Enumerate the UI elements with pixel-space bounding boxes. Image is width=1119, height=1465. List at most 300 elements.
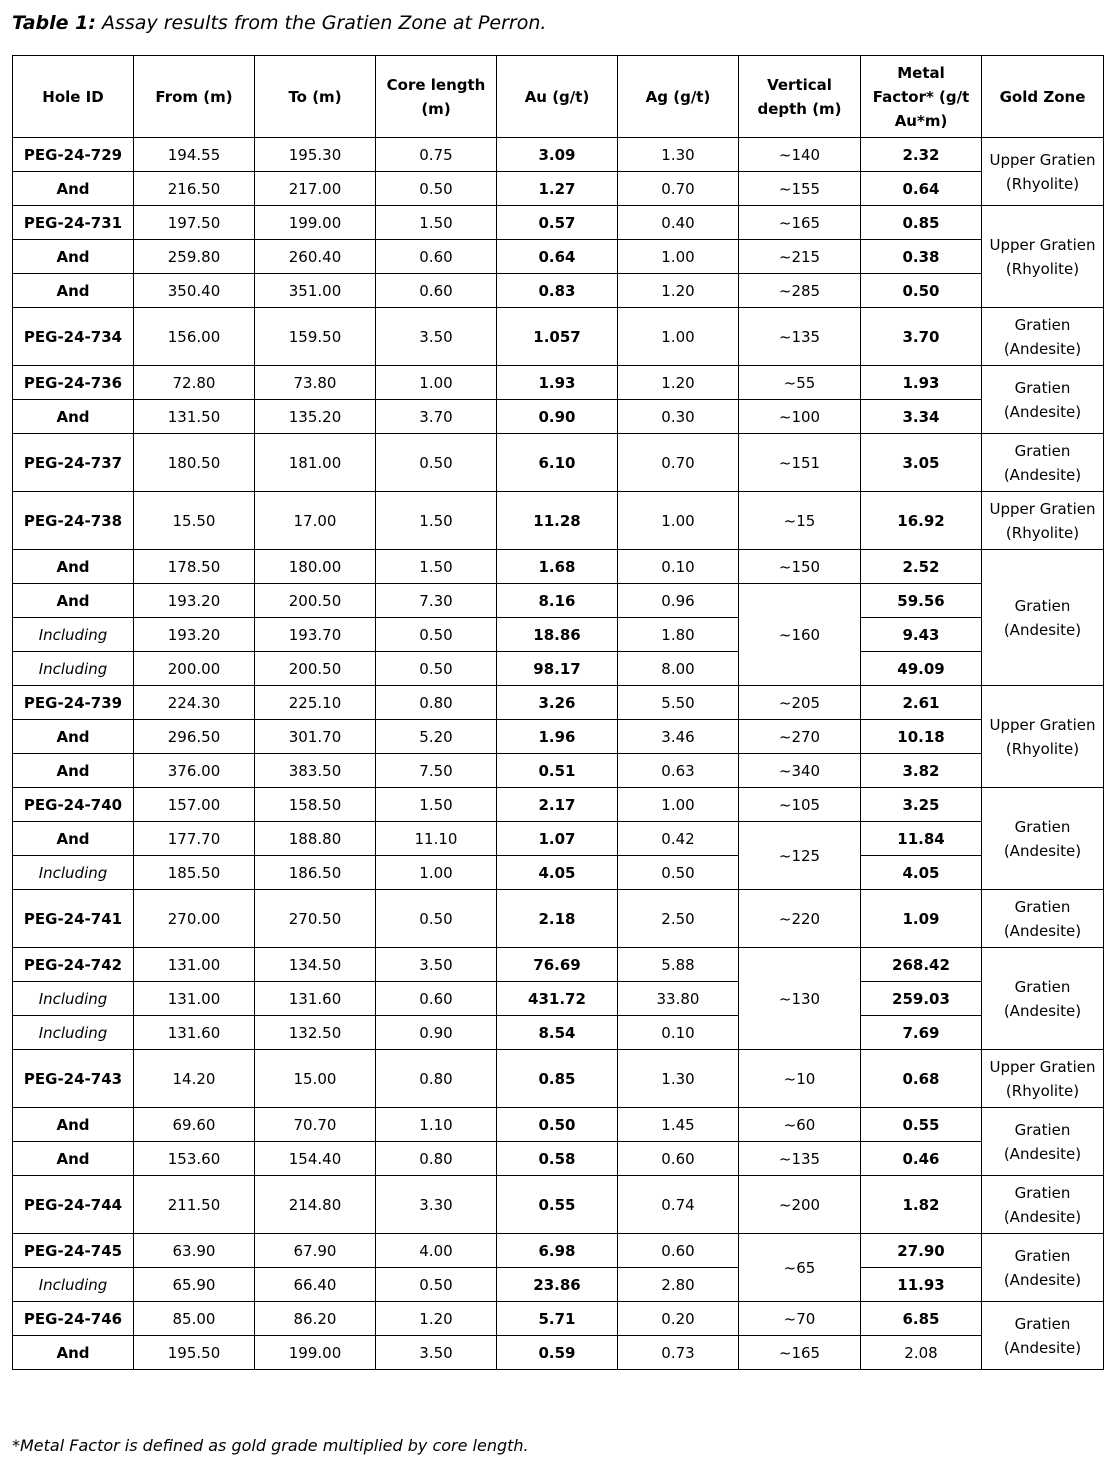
table-row — [13, 274, 1104, 308]
cell-to: 131.60 — [255, 982, 376, 1016]
cell-metal-factor: 0.64 — [861, 172, 982, 206]
cell-metal-factor: 268.42 — [861, 948, 982, 982]
cell-to: 154.40 — [255, 1142, 376, 1176]
table-row — [13, 788, 1104, 822]
header-au: Au (g/t) — [497, 56, 618, 138]
cell-au: 98.17 — [497, 652, 618, 686]
cell-to: 73.80 — [255, 366, 376, 400]
cell-to: 199.00 — [255, 1336, 376, 1370]
table-row — [13, 308, 1104, 366]
table-row — [13, 890, 1104, 948]
cell-to: 270.50 — [255, 890, 376, 948]
cell-to: 15.00 — [255, 1050, 376, 1108]
header-ag: Ag (g/t) — [618, 56, 739, 138]
cell-hole: PEG-24-741 — [13, 890, 134, 948]
cell-core: 1.50 — [376, 550, 497, 584]
cell-from: 131.00 — [134, 948, 255, 982]
table-row — [13, 856, 1104, 890]
cell-from: 153.60 — [134, 1142, 255, 1176]
cell-hole: PEG-24-736 — [13, 366, 134, 400]
cell-ag: 1.20 — [618, 366, 739, 400]
cell-depth: ~65 — [739, 1234, 861, 1302]
cell-au: 0.83 — [497, 274, 618, 308]
cell-hole: Including — [13, 618, 134, 652]
header-from: From (m) — [134, 56, 255, 138]
cell-from: 193.20 — [134, 584, 255, 618]
table-row — [13, 1302, 1104, 1336]
cell-au: 4.05 — [497, 856, 618, 890]
cell-ag: 0.10 — [618, 1016, 739, 1050]
cell-ag: 33.80 — [618, 982, 739, 1016]
footnote: *Metal Factor is defined as gold grade multiplied by core length. — [12, 1436, 529, 1455]
cell-ag: 1.20 — [618, 274, 739, 308]
cell-hole: And — [13, 240, 134, 274]
cell-depth: ~60 — [739, 1108, 861, 1142]
cell-metal-factor: 49.09 — [861, 652, 982, 686]
table-row — [13, 822, 1104, 856]
cell-core: 1.50 — [376, 206, 497, 240]
cell-ag: 1.00 — [618, 240, 739, 274]
cell-ag: 1.00 — [618, 308, 739, 366]
cell-zone: Gratien (Andesite) — [982, 1108, 1104, 1176]
cell-au: 1.057 — [497, 308, 618, 366]
cell-core: 1.50 — [376, 492, 497, 550]
cell-hole: PEG-24-742 — [13, 948, 134, 982]
cell-hole: PEG-24-739 — [13, 686, 134, 720]
header-to: To (m) — [255, 56, 376, 138]
cell-ag: 0.20 — [618, 1302, 739, 1336]
cell-to: 200.50 — [255, 584, 376, 618]
cell-to: 186.50 — [255, 856, 376, 890]
cell-metal-factor: 3.05 — [861, 434, 982, 492]
cell-from: 180.50 — [134, 434, 255, 492]
cell-ag: 1.00 — [618, 788, 739, 822]
cell-from: 376.00 — [134, 754, 255, 788]
cell-ag: 5.50 — [618, 686, 739, 720]
table-row — [13, 720, 1104, 754]
cell-au: 0.90 — [497, 400, 618, 434]
cell-metal-factor: 0.38 — [861, 240, 982, 274]
cell-core: 3.50 — [376, 1336, 497, 1370]
cell-core: 0.90 — [376, 1016, 497, 1050]
cell-to: 70.70 — [255, 1108, 376, 1142]
cell-hole: Including — [13, 1016, 134, 1050]
cell-metal-factor: 1.93 — [861, 366, 982, 400]
header-metal-factor: Metal Factor* (g/t Au*m) — [861, 56, 982, 138]
cell-metal-factor: 2.61 — [861, 686, 982, 720]
cell-to: 134.50 — [255, 948, 376, 982]
cell-au: 1.07 — [497, 822, 618, 856]
cell-core: 3.50 — [376, 308, 497, 366]
header-gold-zone: Gold Zone — [982, 56, 1104, 138]
cell-core: 3.50 — [376, 948, 497, 982]
cell-core: 7.50 — [376, 754, 497, 788]
cell-hole: PEG-24-740 — [13, 788, 134, 822]
cell-zone: Gratien (Andesite) — [982, 434, 1104, 492]
cell-core: 1.00 — [376, 366, 497, 400]
cell-au: 23.86 — [497, 1268, 618, 1302]
cell-au: 1.68 — [497, 550, 618, 584]
cell-au: 0.59 — [497, 1336, 618, 1370]
table-row — [13, 206, 1104, 240]
cell-ag: 0.50 — [618, 856, 739, 890]
cell-zone: Gratien (Andesite) — [982, 1302, 1104, 1370]
cell-ag: 1.80 — [618, 618, 739, 652]
cell-from: 69.60 — [134, 1108, 255, 1142]
cell-metal-factor: 0.85 — [861, 206, 982, 240]
cell-ag: 2.80 — [618, 1268, 739, 1302]
cell-core: 7.30 — [376, 584, 497, 618]
cell-ag: 0.10 — [618, 550, 739, 584]
cell-core: 1.20 — [376, 1302, 497, 1336]
cell-depth: ~160 — [739, 584, 861, 686]
cell-hole: Including — [13, 1268, 134, 1302]
cell-core: 0.50 — [376, 172, 497, 206]
cell-to: 180.00 — [255, 550, 376, 584]
cell-au: 8.54 — [497, 1016, 618, 1050]
cell-from: 193.20 — [134, 618, 255, 652]
table-row — [13, 652, 1104, 686]
cell-from: 131.60 — [134, 1016, 255, 1050]
cell-hole: PEG-24-731 — [13, 206, 134, 240]
cell-ag: 1.45 — [618, 1108, 739, 1142]
cell-ag: 0.70 — [618, 172, 739, 206]
cell-core: 0.80 — [376, 1050, 497, 1108]
cell-core: 0.50 — [376, 652, 497, 686]
cell-to: 217.00 — [255, 172, 376, 206]
cell-hole: PEG-24-729 — [13, 138, 134, 172]
cell-core: 11.10 — [376, 822, 497, 856]
cell-depth: ~55 — [739, 366, 861, 400]
cell-core: 0.50 — [376, 890, 497, 948]
cell-core: 0.60 — [376, 982, 497, 1016]
cell-zone: Gratien (Andesite) — [982, 890, 1104, 948]
cell-metal-factor: 3.34 — [861, 400, 982, 434]
cell-from: 200.00 — [134, 652, 255, 686]
cell-au: 6.98 — [497, 1234, 618, 1268]
cell-hole: And — [13, 400, 134, 434]
table-row — [13, 1268, 1104, 1302]
cell-au: 0.85 — [497, 1050, 618, 1108]
cell-ag: 3.46 — [618, 720, 739, 754]
cell-from: 131.50 — [134, 400, 255, 434]
cell-to: 195.30 — [255, 138, 376, 172]
cell-from: 195.50 — [134, 1336, 255, 1370]
table-row — [13, 138, 1104, 172]
table-caption-text: Assay results from the Gratien Zone at Perron. — [95, 12, 547, 34]
cell-from: 15.50 — [134, 492, 255, 550]
cell-from: 65.90 — [134, 1268, 255, 1302]
cell-zone: Gratien (Andesite) — [982, 550, 1104, 686]
cell-to: 132.50 — [255, 1016, 376, 1050]
cell-au: 1.27 — [497, 172, 618, 206]
cell-to: 301.70 — [255, 720, 376, 754]
table-row — [13, 1234, 1104, 1268]
cell-metal-factor: 0.46 — [861, 1142, 982, 1176]
cell-from: 350.40 — [134, 274, 255, 308]
cell-depth: ~270 — [739, 720, 861, 754]
cell-to: 214.80 — [255, 1176, 376, 1234]
cell-depth: ~15 — [739, 492, 861, 550]
header-core-length: Core length (m) — [376, 56, 497, 138]
cell-hole: And — [13, 1336, 134, 1370]
cell-from: 216.50 — [134, 172, 255, 206]
table-row — [13, 1176, 1104, 1234]
table-row — [13, 172, 1104, 206]
cell-to: 193.70 — [255, 618, 376, 652]
cell-zone: Gratien (Andesite) — [982, 948, 1104, 1050]
cell-core: 0.80 — [376, 1142, 497, 1176]
cell-from: 85.00 — [134, 1302, 255, 1336]
cell-hole: Including — [13, 652, 134, 686]
cell-from: 156.00 — [134, 308, 255, 366]
cell-ag: 1.30 — [618, 138, 739, 172]
cell-from: 178.50 — [134, 550, 255, 584]
cell-metal-factor: 59.56 — [861, 584, 982, 618]
header-vertical-depth: Vertical depth (m) — [739, 56, 861, 138]
cell-core: 1.50 — [376, 788, 497, 822]
cell-core: 0.50 — [376, 434, 497, 492]
cell-au: 2.18 — [497, 890, 618, 948]
cell-au: 3.26 — [497, 686, 618, 720]
cell-to: 188.80 — [255, 822, 376, 856]
cell-to: 17.00 — [255, 492, 376, 550]
cell-depth: ~220 — [739, 890, 861, 948]
cell-metal-factor: 6.85 — [861, 1302, 982, 1336]
cell-au: 76.69 — [497, 948, 618, 982]
cell-from: 270.00 — [134, 890, 255, 948]
cell-ag: 5.88 — [618, 948, 739, 982]
cell-core: 0.75 — [376, 138, 497, 172]
cell-au: 0.64 — [497, 240, 618, 274]
cell-core: 3.30 — [376, 1176, 497, 1234]
cell-zone: Gratien (Andesite) — [982, 308, 1104, 366]
cell-from: 157.00 — [134, 788, 255, 822]
cell-metal-factor: 2.08 — [861, 1336, 982, 1370]
cell-zone: Gratien (Andesite) — [982, 1234, 1104, 1302]
cell-metal-factor: 0.55 — [861, 1108, 982, 1142]
table-row — [13, 982, 1104, 1016]
cell-hole: And — [13, 720, 134, 754]
cell-metal-factor: 3.25 — [861, 788, 982, 822]
cell-to: 158.50 — [255, 788, 376, 822]
assay-table — [12, 55, 1104, 1370]
table-row — [13, 550, 1104, 584]
cell-depth: ~125 — [739, 822, 861, 890]
cell-zone: Upper Gratien (Rhyolite) — [982, 1050, 1104, 1108]
cell-metal-factor: 9.43 — [861, 618, 982, 652]
cell-metal-factor: 2.52 — [861, 550, 982, 584]
table-row — [13, 618, 1104, 652]
cell-ag: 0.40 — [618, 206, 739, 240]
cell-depth: ~150 — [739, 550, 861, 584]
cell-au: 18.86 — [497, 618, 618, 652]
table-row — [13, 1336, 1104, 1370]
table-row — [13, 948, 1104, 982]
cell-depth: ~10 — [739, 1050, 861, 1108]
cell-au: 0.50 — [497, 1108, 618, 1142]
table-caption — [12, 12, 546, 34]
cell-from: 185.50 — [134, 856, 255, 890]
cell-from: 131.00 — [134, 982, 255, 1016]
cell-core: 5.20 — [376, 720, 497, 754]
cell-zone: Gratien (Andesite) — [982, 366, 1104, 434]
cell-metal-factor: 11.93 — [861, 1268, 982, 1302]
cell-zone: Gratien (Andesite) — [982, 1176, 1104, 1234]
cell-metal-factor: 1.82 — [861, 1176, 982, 1234]
cell-hole: PEG-24-744 — [13, 1176, 134, 1234]
cell-au: 11.28 — [497, 492, 618, 550]
table-row — [13, 492, 1104, 550]
cell-hole: Including — [13, 982, 134, 1016]
cell-metal-factor: 4.05 — [861, 856, 982, 890]
cell-au: 3.09 — [497, 138, 618, 172]
cell-from: 197.50 — [134, 206, 255, 240]
cell-hole: And — [13, 584, 134, 618]
table-row — [13, 1016, 1104, 1050]
cell-au: 0.57 — [497, 206, 618, 240]
header-hole-id: Hole ID — [13, 56, 134, 138]
table-row — [13, 686, 1104, 720]
cell-au: 1.93 — [497, 366, 618, 400]
cell-metal-factor: 3.82 — [861, 754, 982, 788]
cell-ag: 0.74 — [618, 1176, 739, 1234]
cell-metal-factor: 11.84 — [861, 822, 982, 856]
cell-au: 0.55 — [497, 1176, 618, 1234]
cell-core: 1.00 — [376, 856, 497, 890]
table-row — [13, 584, 1104, 618]
cell-ag: 0.60 — [618, 1142, 739, 1176]
cell-ag: 0.96 — [618, 584, 739, 618]
cell-core: 3.70 — [376, 400, 497, 434]
cell-depth: ~105 — [739, 788, 861, 822]
cell-from: 177.70 — [134, 822, 255, 856]
cell-hole: Including — [13, 856, 134, 890]
cell-hole: PEG-24-737 — [13, 434, 134, 492]
cell-ag: 0.73 — [618, 1336, 739, 1370]
cell-core: 0.50 — [376, 1268, 497, 1302]
cell-to: 181.00 — [255, 434, 376, 492]
cell-core: 0.60 — [376, 240, 497, 274]
cell-to: 351.00 — [255, 274, 376, 308]
cell-depth: ~200 — [739, 1176, 861, 1234]
cell-core: 0.80 — [376, 686, 497, 720]
cell-hole: PEG-24-746 — [13, 1302, 134, 1336]
cell-ag: 0.30 — [618, 400, 739, 434]
cell-ag: 0.70 — [618, 434, 739, 492]
cell-depth: ~100 — [739, 400, 861, 434]
cell-ag: 0.42 — [618, 822, 739, 856]
cell-depth: ~135 — [739, 1142, 861, 1176]
cell-metal-factor: 27.90 — [861, 1234, 982, 1268]
table-row — [13, 366, 1104, 400]
cell-zone: Gratien (Andesite) — [982, 788, 1104, 890]
table-row — [13, 1142, 1104, 1176]
cell-from: 296.50 — [134, 720, 255, 754]
cell-metal-factor: 16.92 — [861, 492, 982, 550]
cell-metal-factor: 0.68 — [861, 1050, 982, 1108]
cell-depth: ~340 — [739, 754, 861, 788]
cell-metal-factor: 259.03 — [861, 982, 982, 1016]
cell-from: 63.90 — [134, 1234, 255, 1268]
cell-to: 66.40 — [255, 1268, 376, 1302]
cell-core: 0.60 — [376, 274, 497, 308]
cell-to: 260.40 — [255, 240, 376, 274]
table-caption-label: Table 1: — [12, 12, 96, 34]
cell-depth: ~140 — [739, 138, 861, 172]
table-row — [13, 240, 1104, 274]
cell-au: 431.72 — [497, 982, 618, 1016]
cell-hole: PEG-24-745 — [13, 1234, 134, 1268]
cell-to: 225.10 — [255, 686, 376, 720]
cell-depth: ~285 — [739, 274, 861, 308]
cell-au: 8.16 — [497, 584, 618, 618]
cell-depth: ~151 — [739, 434, 861, 492]
cell-to: 135.20 — [255, 400, 376, 434]
cell-metal-factor: 7.69 — [861, 1016, 982, 1050]
cell-ag: 1.00 — [618, 492, 739, 550]
cell-metal-factor: 10.18 — [861, 720, 982, 754]
cell-to: 67.90 — [255, 1234, 376, 1268]
cell-hole: PEG-24-738 — [13, 492, 134, 550]
cell-zone: Upper Gratien (Rhyolite) — [982, 492, 1104, 550]
cell-from: 14.20 — [134, 1050, 255, 1108]
cell-hole: And — [13, 1108, 134, 1142]
cell-from: 72.80 — [134, 366, 255, 400]
cell-zone: Upper Gratien (Rhyolite) — [982, 138, 1104, 206]
cell-hole: PEG-24-734 — [13, 308, 134, 366]
cell-from: 211.50 — [134, 1176, 255, 1234]
cell-ag: 1.30 — [618, 1050, 739, 1108]
cell-metal-factor: 3.70 — [861, 308, 982, 366]
cell-hole: And — [13, 1142, 134, 1176]
cell-hole: And — [13, 274, 134, 308]
table-row — [13, 434, 1104, 492]
cell-core: 1.10 — [376, 1108, 497, 1142]
header-row — [13, 56, 1104, 138]
cell-depth: ~165 — [739, 206, 861, 240]
cell-au: 0.58 — [497, 1142, 618, 1176]
cell-from: 224.30 — [134, 686, 255, 720]
cell-hole: And — [13, 172, 134, 206]
table-row — [13, 1050, 1104, 1108]
cell-au: 6.10 — [497, 434, 618, 492]
cell-to: 200.50 — [255, 652, 376, 686]
table-row — [13, 1108, 1104, 1142]
cell-ag: 0.60 — [618, 1234, 739, 1268]
cell-metal-factor: 2.32 — [861, 138, 982, 172]
cell-to: 159.50 — [255, 308, 376, 366]
cell-zone: Upper Gratien (Rhyolite) — [982, 206, 1104, 308]
cell-depth: ~165 — [739, 1336, 861, 1370]
cell-to: 199.00 — [255, 206, 376, 240]
table-row — [13, 754, 1104, 788]
cell-au: 0.51 — [497, 754, 618, 788]
cell-hole: And — [13, 754, 134, 788]
cell-depth: ~130 — [739, 948, 861, 1050]
table-row — [13, 400, 1104, 434]
cell-zone: Upper Gratien (Rhyolite) — [982, 686, 1104, 788]
cell-ag: 0.63 — [618, 754, 739, 788]
cell-metal-factor: 0.50 — [861, 274, 982, 308]
cell-hole: And — [13, 822, 134, 856]
cell-to: 86.20 — [255, 1302, 376, 1336]
cell-from: 259.80 — [134, 240, 255, 274]
cell-core: 4.00 — [376, 1234, 497, 1268]
cell-hole: And — [13, 550, 134, 584]
cell-depth: ~215 — [739, 240, 861, 274]
cell-au: 5.71 — [497, 1302, 618, 1336]
